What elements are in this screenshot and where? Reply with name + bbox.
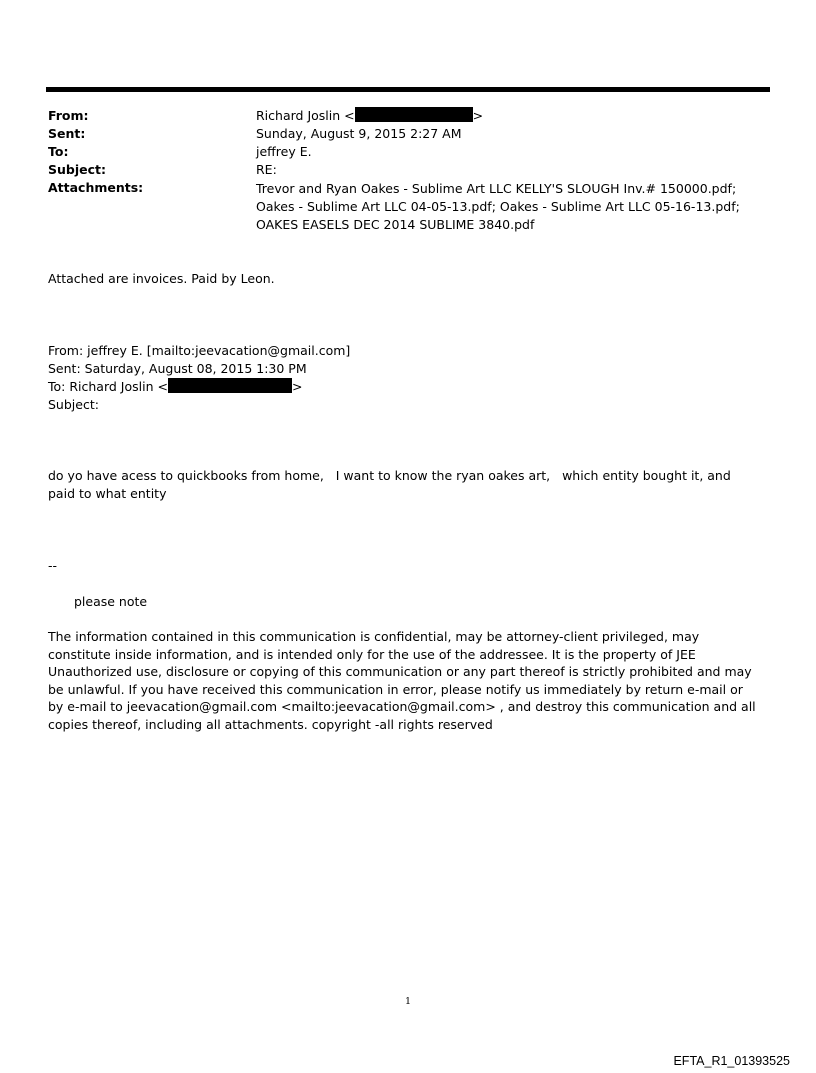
sent-label: Sent: — [48, 126, 86, 141]
document-id: EFTA_R1_01393525 — [673, 1054, 790, 1068]
quoted-message: do yo have acess to quickbooks from home, I want to know the ryan oakes art, which entity bought it, and paid to what entity — [48, 468, 739, 501]
subject-label: Subject: — [48, 162, 106, 177]
to-label: To: — [48, 144, 69, 159]
subject-value: RE: — [256, 162, 277, 177]
redaction-block — [355, 107, 473, 122]
signature-separator: -- — [48, 558, 58, 573]
please-note: please note — [74, 594, 148, 609]
sent-value: Sunday, August 9, 2015 2:27 AM — [256, 126, 462, 141]
quoted-to-prefix: To: Richard Joslin < — [48, 379, 168, 394]
from-name: Richard Joslin < — [256, 108, 355, 123]
from-value — [256, 107, 483, 125]
attachments-label: Attachments: — [48, 180, 144, 195]
quoted-from-line: From: jeffrey E. [mailto:jeevacation@gmail.com] — [48, 343, 351, 358]
attachments-value: Trevor and Ryan Oakes - Sublime Art LLC KELLY'S SLOUGH Inv.# 150000.pdf; Oakes - Sublime Art LLC 04-05-13.pdf; Oakes - Sublime Art LLC 05-16-13.pdf; OAKES EASELS DEC 2014 SUBLIME 3840.pdf — [256, 181, 740, 232]
quoted-to-close: > — [291, 379, 303, 394]
page-number: 1 — [404, 996, 412, 1007]
from-label: From: — [48, 108, 89, 123]
from-close: > — [472, 108, 484, 123]
header-divider — [46, 87, 770, 92]
reply-text: Attached are invoices. Paid by Leon. — [48, 271, 275, 286]
disclaimer-text: The information contained in this communication is confidential, may be attorney-client privileged, may constitute inside information, and is intended only for the use of the addressee. It is the property of JEE Unauthorized use, disclosure or copying of this communication or any part thereof is strictly prohibited and may be unlawful. If you have received this communication in error, please notify us immediately by return e-mail or by e-mail to jeevacation@gmail.com <mailto:jeevacation@gmail.com> , and destroy this communication and all copies thereof, including all attachments. copyright -all rights reserved — [48, 629, 756, 732]
redaction-block — [168, 378, 292, 393]
quoted-to-line — [48, 378, 302, 396]
quoted-sent-line: Sent: Saturday, August 08, 2015 1:30 PM — [48, 361, 307, 376]
to-value: jeffrey E. — [256, 144, 312, 159]
quoted-subject-line: Subject: — [48, 397, 99, 412]
